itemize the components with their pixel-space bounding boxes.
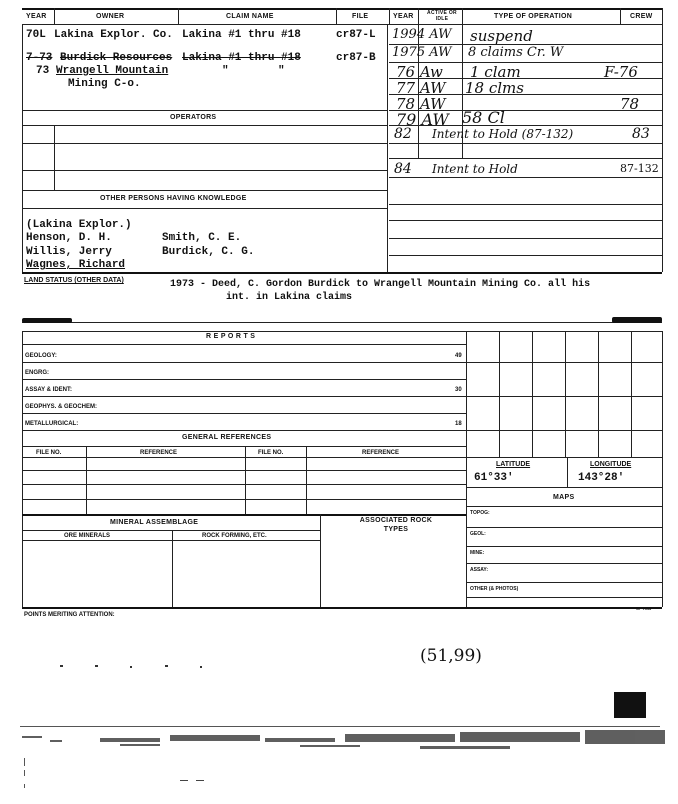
owner-row-owner: Mining C-o. [68, 78, 141, 90]
map-row-label: ASSAY: [470, 567, 489, 573]
longitude-value: 143°28' [578, 472, 625, 484]
operation-year: 77 AW [396, 79, 446, 97]
report-label: GEOPHYS. & GEOCHEM: [25, 404, 98, 410]
operation-type: Intent to Hold [432, 162, 518, 176]
person-name: Henson, D. H. [26, 232, 112, 244]
owner-row-owner: Lakina Explor. Co. [54, 29, 173, 41]
land-status-line: int. in Lakina claims [226, 292, 353, 303]
owner-row-file: cr87-B [336, 52, 376, 64]
points-meriting-attention: POINTS MERITING ATTENTION: [24, 612, 115, 618]
operation-type: 8 claims Cr. W [468, 45, 564, 60]
report-number: 49 [455, 353, 462, 359]
map-row-label: TOPOG: [470, 510, 490, 516]
maps-title: MAPS [553, 494, 575, 501]
report-label: METALLURGICAL: [25, 421, 79, 427]
ref-reference-header: REFERENCE [140, 450, 178, 456]
header-claim-name: CLAIM NAME [226, 13, 274, 20]
owner-row-ditto: " [278, 65, 285, 77]
operation-type: 58 Cl [462, 108, 505, 127]
person-name: Willis, Jerry [26, 246, 112, 258]
owner-row-owner: Wrangell Mountain [56, 65, 169, 77]
operators-label: OPERATORS [170, 114, 217, 121]
associated-rock-types: ASSOCIATED ROCK TYPES [359, 517, 433, 533]
person-name: Wagnes, Richard [26, 259, 126, 271]
owner-row-claim: Lakina #1 thru #18 [182, 29, 301, 41]
ref-file-no-header: FILE NO. [258, 450, 284, 456]
person-name: Smith, C. E. [162, 232, 242, 244]
report-label: ASSAY & IDENT: [25, 387, 73, 393]
latitude-value: 61°33' [474, 472, 514, 484]
owner-row-owner: Burdick Resources [60, 52, 173, 64]
header-owner: OWNER [96, 13, 125, 20]
ref-file-no-header: FILE NO. [36, 450, 62, 456]
operation-crew: 83 [632, 126, 650, 142]
scan-noise [0, 660, 678, 800]
page-note: (51,99) [420, 646, 482, 666]
operation-year: 84 [394, 161, 412, 177]
owner-row-ditto: " [222, 65, 229, 77]
operation-type: 18 clms [465, 79, 524, 97]
map-row-label: OTHER (& PHOTOS) [470, 586, 519, 592]
owner-row-claim: Lakina #1 thru #18 [182, 52, 301, 64]
operation-crew: 78 [620, 95, 640, 113]
header-type-of-operation: TYPE OF OPERATION [494, 13, 573, 20]
land-status-line: 1973 - Deed, C. Gordon Burdick to Wrangell Mountain Mining Co. all his [170, 279, 591, 290]
ref-reference-header: REFERENCE [362, 450, 400, 456]
header-file: FILE [352, 13, 369, 20]
operation-year: 76 Aw [396, 63, 443, 81]
knowledge-label: OTHER PERSONS HAVING KNOWLEDGE [100, 195, 247, 202]
person-name: Burdick, C. G. [162, 246, 255, 258]
latitude-label: LATITUDE [496, 461, 531, 468]
longitude-label: LONGITUDE [590, 461, 632, 468]
operation-crew: F-76 [604, 63, 638, 81]
operation-type: 1 clam [470, 63, 521, 81]
owner-row-year: 70L [26, 29, 46, 41]
header-active-idle: ACTIVE OR IDLE [427, 10, 457, 22]
operation-year: 82 [394, 126, 412, 142]
map-row-label: MINE: [470, 550, 485, 556]
mineral-assemblage-title: MINERAL ASSEMBLAGE [110, 519, 199, 526]
form-code: SP 7513 [636, 606, 652, 611]
header-year-2: YEAR [393, 13, 414, 20]
general-references-title: GENERAL REFERENCES [182, 434, 272, 441]
operation-year: 79 AW [396, 110, 449, 129]
report-label: ENGRG: [25, 370, 49, 376]
report-number: 30 [455, 387, 462, 393]
operation-year: 1994 AW [392, 27, 452, 42]
owner-row-year: 73 [36, 65, 50, 77]
report-label: GEOLOGY: [25, 353, 57, 359]
owner-row-file: cr87-L [336, 29, 376, 41]
operation-year: 78 AW [396, 95, 446, 113]
persons-group: (Lakina Explor.) [26, 219, 132, 231]
reports-title: R E P O R T S [206, 333, 256, 340]
operation-type: suspend [470, 27, 533, 45]
report-number: 18 [455, 421, 462, 427]
operation-crew: 87-132 [620, 162, 659, 175]
header-year: YEAR [26, 13, 47, 20]
land-status-label: LAND STATUS (OTHER DATA) [24, 277, 124, 284]
header-crew: CREW [630, 13, 653, 20]
ore-minerals-header: ORE MINERALS [64, 533, 111, 539]
operation-year: 1975 AW [392, 45, 452, 60]
operation-type: Intent to Hold (87-132) [432, 127, 574, 141]
owner-row-year: 7-73 [26, 52, 53, 64]
rock-forming-header: ROCK FORMING, ETC. [202, 533, 267, 539]
map-row-label: GEOL: [470, 531, 486, 537]
